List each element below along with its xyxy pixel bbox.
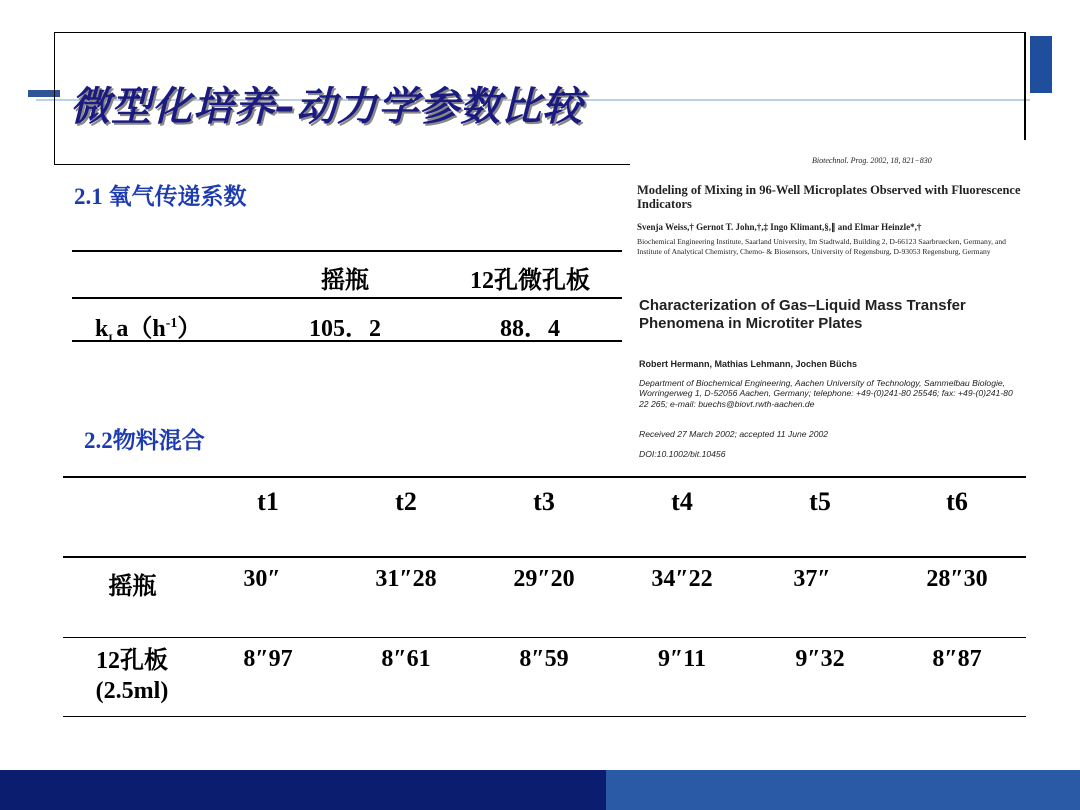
table-cell: 30″ [243,566,281,592]
row-label-12-well-plate [72,646,192,706]
col-header-microplate: 12孔微孔板 [470,268,590,294]
table-cell: 8″61 [381,646,431,672]
row-label-line2: (2.5ml) [95,678,169,704]
table-rule [72,250,622,252]
table-cell: 37″ [793,566,831,592]
table-rule [63,556,1026,558]
header-accent-block [1030,36,1052,93]
section-heading-mixing: 2.2物料混合 [84,428,205,453]
paper1-affiliation: Biochemical Engineering Institute, Saarland University, Im Stadtwald, Building 2, D-66123 Saarbruecken, Germany, and Institute of Analytical Chemistry, Chemo- & Biosensors, University of Regensburg, D-93053 Regensburg, Germany [637,237,1006,256]
section-heading-oxygen-transfer: 2.1 氧气传递系数 [74,184,247,209]
kla-value-microplate: 88．4 [500,316,560,342]
paper1-title: Modeling of Mixing in 96-Well Microplates Observed with Fluorescence Indicators [637,183,1021,211]
table-cell: 9″32 [795,646,845,672]
table-rule [72,297,622,299]
kla-value-shake-flask: 105．2 [309,316,381,342]
footer-bar-light [606,770,1080,810]
paper2-affiliation: Department of Biochemical Engineering, Aachen University of Technology, Sammelbau Biologie, Worringerweg 1, D-52056 Aachen, Germany; telephone: +49-(0)241-80 25546; fax: +49-(0)241-80 22 265; e-mail: buechs@biovt.rwth-aachen.de [639,378,1013,409]
col-header-t3: t3 [533,487,555,516]
col-header-t2: t2 [395,487,417,516]
table-cell: 8″59 [519,646,569,672]
table-cell: 28″30 [926,566,988,592]
row-label-shake-flask: 摇瓶 [108,574,157,600]
paper1-authors: Svenja Weiss,† Gernot T. John,†,‡ Ingo Klimant,§,∥ and Elmar Heinzle*,† [637,222,922,232]
paper2-authors: Robert Hermann, Mathias Lehmann, Jochen Büchs [639,359,858,369]
table-rule [63,637,1026,638]
table-rule [63,716,1026,717]
footer-bar-dark [0,770,606,810]
paper2-received: Received 27 March 2002; accepted 11 June 2002 [639,429,829,439]
table-cell: 8″87 [932,646,982,672]
col-header-t6: t6 [946,487,968,516]
table-cell: 9″11 [658,646,706,672]
row-label-line1: 12孔板 [96,648,168,674]
paper1-journal: Biotechnol. Prog. 2002, 18, 821−830 [812,156,932,165]
paper-excerpts [630,150,1027,468]
col-header-shake-flask: 摇瓶 [321,268,369,294]
paper2-title: Characterization of Gas–Liquid Mass Transfer Phenomena in Microtiter Plates [639,297,966,332]
title-frame-edge [1024,32,1026,140]
table-cell: 29″20 [513,566,575,592]
paper2-doi: DOI:10.1002/bit.10456 [639,449,726,459]
table-rule [63,476,1026,478]
table-cell: 34″22 [651,566,713,592]
page-title: 微型化培养–动力学参数比较 [70,84,583,130]
table-cell: 8″97 [243,646,293,672]
col-header-t1: t1 [257,487,279,516]
row-label-kla: $k_La(h^{-1})$ [95,316,202,345]
col-header-t5: t5 [809,487,831,516]
col-header-t4: t4 [671,487,693,516]
table-cell: 31″28 [375,566,437,592]
